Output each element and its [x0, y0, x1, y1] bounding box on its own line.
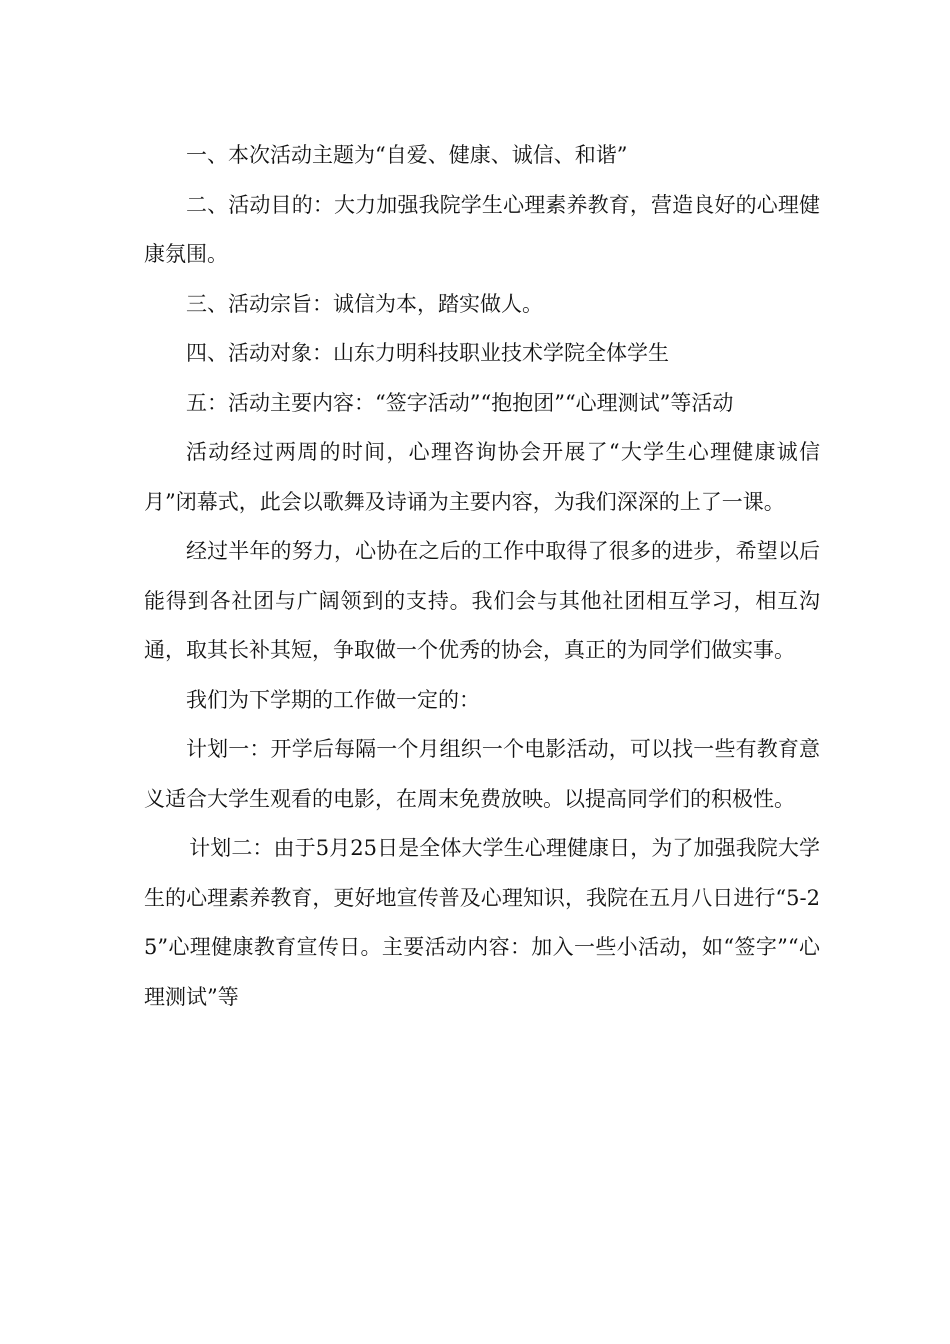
document-body — [144, 131, 820, 1022]
paragraph-activity-content: 五：活动主要内容：“签字活动”“抱抱团”“心理测试”等活动 — [186, 390, 734, 415]
paragraph-next-term-intro: 我们为下学期的工作做一定的： — [186, 687, 480, 712]
paragraph-closing-ceremony: 活动经过两周的时间，心理咨询协会开展了“大学生心理健康诚信月”闭幕式，此会以歌舞及诗诵为主要内容，为我们深深的上了一课。 — [144, 440, 820, 514]
paragraph-plan-one: 计划一：开学后每隔一个月组织一个电影活动，可以找一些有教育意义适合大学生观看的电影，在周末免费放映。以提高同学们的积极性。 — [144, 737, 820, 811]
paragraph-activity-principle: 三、活动宗旨：诚信为本，踏实做人。 — [186, 291, 543, 316]
paragraph-activity-purpose: 二、活动目的：大力加强我院学生心理素养教育，营造良好的心理健康氛围。 — [144, 192, 820, 266]
paragraph-half-year-summary: 经过半年的努力，心协在之后的工作中取得了很多的进步，希望以后能得到各社团与广阔领到的支持。我们会与其他社团相互学习，相互沟通，取其长补其短，争取做一个优秀的协会，真正的为同学们做实事。 — [144, 539, 820, 662]
paragraph-activity-theme: 一、本次活动主题为“自爱、健康、诚信、和谐” — [186, 143, 628, 167]
paragraph-plan-two: 计划二：由于5月25日是全体大学生心理健康日，为了加强我院大学生的心理素养教育，更好地宣传普及心理知识，我院在五月八日进行“5-25”心理健康教育宣传日。主要活动内容：加入一些小活动，如“签字”“心理测试”等 — [144, 836, 820, 1009]
paragraph-activity-audience: 四、活动对象：山东力明科技职业技术学院全体学生 — [186, 341, 669, 365]
